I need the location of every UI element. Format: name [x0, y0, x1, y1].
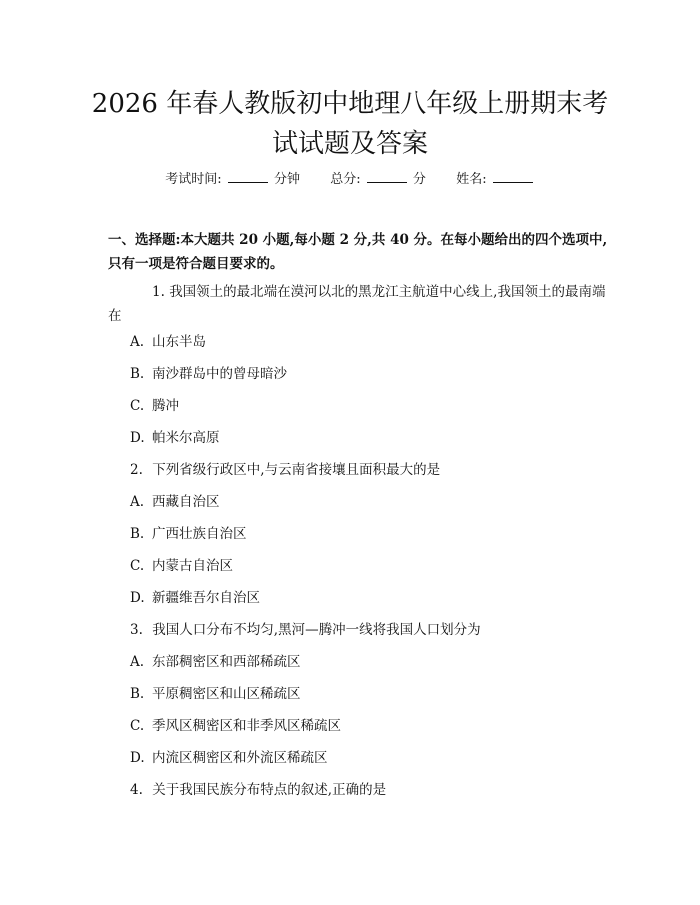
question-number: 2.	[130, 462, 143, 478]
option-text: 平原稠密区和山区稀疏区	[152, 686, 301, 702]
question-1-option-d	[130, 426, 600, 450]
question-1-option-c	[130, 394, 600, 418]
section-heading-multiple-choice: 一、选择题:本大题共 20 小题,每小题 2 分,共 40 分。在每小题给出的四个选项中,只有一项是符合题目要求的。	[108, 232, 608, 272]
question-3-option-b	[130, 682, 600, 706]
question-text: 下列省级行政区中,与云南省接壤且面积最大的是	[152, 462, 441, 478]
option-letter: C.	[130, 718, 145, 734]
total-score-unit: 分	[412, 172, 426, 187]
student-name-blank	[493, 168, 533, 183]
question-text: 关于我国民族分布特点的叙述,正确的是	[152, 782, 387, 798]
option-letter: A.	[130, 654, 145, 670]
question-number: 4.	[130, 782, 143, 798]
option-letter: D.	[130, 430, 145, 446]
exam-time-blank	[228, 168, 268, 183]
option-text: 腾冲	[152, 398, 179, 414]
document-title-line-2: 试试题及答案	[271, 129, 428, 159]
question-text: 我国人口分布不均匀,黑河—腾冲一线将我国人口划分为	[152, 622, 481, 638]
option-letter: B.	[130, 366, 145, 382]
question-text: 我国领土的最北端在漠河以北的黑龙江主航道中心线上,我国领土的最南端在	[108, 284, 606, 324]
question-1	[108, 280, 618, 328]
option-text: 山东半岛	[152, 334, 206, 350]
question-2-option-d	[130, 586, 600, 610]
document-title-line-1: 2026 年春人教版初中地理八年级上册期末考	[91, 89, 609, 119]
option-text: 东部稠密区和西部稀疏区	[152, 654, 301, 670]
option-letter: C.	[130, 558, 145, 574]
question-3-option-c	[130, 714, 600, 738]
total-score-field	[330, 168, 426, 190]
option-text: 南沙群岛中的曾母暗沙	[152, 366, 287, 382]
option-letter: A.	[130, 494, 145, 510]
option-text: 广西壮族自治区	[152, 526, 247, 542]
option-letter: B.	[130, 526, 145, 542]
total-score-label: 总分:	[330, 172, 361, 187]
question-1-option-a	[130, 330, 600, 354]
option-text: 西藏自治区	[152, 494, 220, 510]
option-letter: D.	[130, 750, 145, 766]
student-name-field	[456, 168, 535, 190]
option-text: 内流区稠密区和外流区稀疏区	[152, 750, 328, 766]
question-3-option-d	[130, 746, 600, 770]
total-score-blank	[367, 168, 407, 183]
exam-time-label: 考试时间:	[165, 172, 222, 187]
option-text: 新疆维吾尔自治区	[152, 590, 260, 606]
question-number: 3.	[130, 622, 143, 638]
question-2-option-c	[130, 554, 600, 578]
option-letter: C.	[130, 398, 145, 414]
exam-time-field	[165, 168, 300, 190]
option-letter: B.	[130, 686, 145, 702]
exam-info-row	[0, 168, 700, 190]
option-text: 帕米尔高原	[152, 430, 220, 446]
question-4	[130, 778, 600, 802]
exam-time-unit: 分钟	[273, 172, 300, 187]
option-text: 内蒙古自治区	[152, 558, 233, 574]
option-letter: D.	[130, 590, 145, 606]
student-name-label: 姓名:	[456, 172, 487, 187]
question-3	[130, 618, 600, 642]
question-3-option-a	[130, 650, 600, 674]
question-number: 1.	[152, 284, 165, 300]
question-2	[130, 458, 600, 482]
option-text: 季风区稠密区和非季风区稀疏区	[152, 718, 341, 734]
question-2-option-b	[130, 522, 600, 546]
question-2-option-a	[130, 490, 600, 514]
question-1-option-b	[130, 362, 600, 386]
option-letter: A.	[130, 334, 145, 350]
